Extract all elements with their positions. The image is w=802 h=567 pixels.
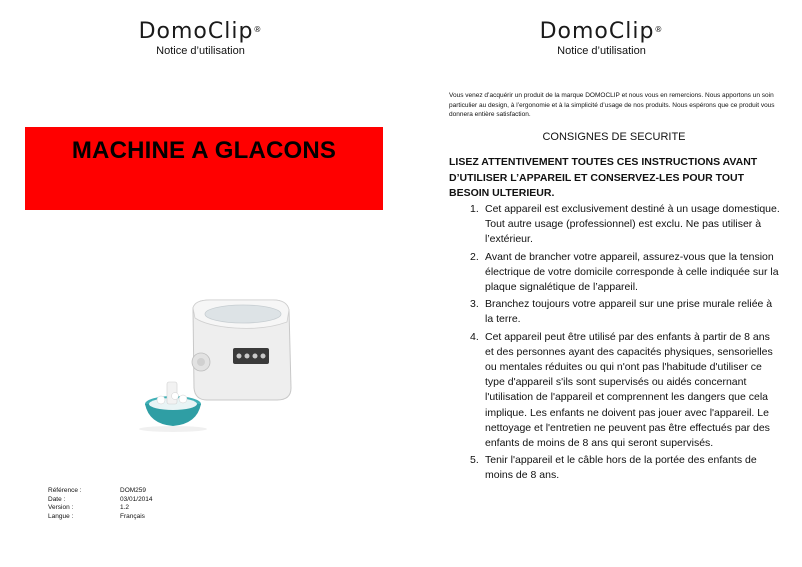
registered-mark: ® xyxy=(253,25,263,34)
brand-logo xyxy=(0,20,401,58)
brand-name: DomoClip xyxy=(539,19,655,44)
section-title: CONSIGNES DE SECURITE xyxy=(542,131,686,143)
intro-paragraph: Vous venez d’acquérir un produit de la marque DOMOCLIP et nous vous en remercions. Nous apportons un soin particulier au design, à l’ergonomie et à la simplicité d’usage de nos produits. Nous espérons que ce produit vous donnera entière satisfaction. xyxy=(449,92,775,118)
list-item: 5. Tenir l'appareil et le câble hors de la portée des enfants de moins de 8 ans. xyxy=(470,454,757,482)
brand-logo xyxy=(401,20,802,58)
ice-machine-image xyxy=(115,296,305,436)
meta-row-language: Langue : Français xyxy=(48,512,145,520)
product-title: MACHINE A GLACONS xyxy=(71,137,337,164)
list-item: 3. Branchez toujours votre appareil sur une prise murale reliée à la terre. xyxy=(470,298,773,326)
meta-row-version: Version : 1.2 xyxy=(48,504,130,511)
manual-subtitle: Notice d’utilisation xyxy=(156,45,245,57)
registered-mark: ® xyxy=(654,25,664,34)
safety-list xyxy=(470,202,780,486)
manual-subtitle: Notice d’utilisation xyxy=(557,45,646,57)
brand-name: DomoClip xyxy=(138,19,254,44)
title-banner xyxy=(25,127,383,210)
meta-row-date: Date : 03/01/2014 xyxy=(48,495,153,503)
meta-row-reference: Référence : DOM259 xyxy=(48,487,147,494)
list-item: 2. Avant de brancher votre appareil, assurez-vous que la tension électrique de votre domicile corresponde à celle indiquée sur la plaque signalétique de l’appareil. xyxy=(470,250,779,294)
list-item: 4. Cet appareil peut être utilisé par des enfants à partir de 8 ans et des personnes ayant des capacités physiques, sensorielles ou mentales réduites ou qui n'ont pas l'habitude d'utiliser ce type d'appareil s'ils sont supervisés ou aidés concernant l'utilisation de l'appareil et comprennent les dangers que cela implique. Les enfants ne doivent pas jouer avec l'appareil. Le nettoyage et l'entretien ne peuvent pas être effectués par des enfants de moins de 8 ans qui seront supervisés. xyxy=(470,330,773,450)
list-item: 1. Cet appareil est exclusivement destiné à un usage domestique. Tout autre usage (professionnel) est exclu. Ne pas utiliser à l’extérieur. xyxy=(470,203,780,246)
document-meta xyxy=(48,487,153,521)
warning-text: LISEZ ATTENTIVEMENT TOUTES CES INSTRUCTIONS AVANT D’UTILISER L’APPAREIL ET CONSERVEZ-LES POUR TOUT BESOIN ULTERIEUR. xyxy=(449,156,758,199)
